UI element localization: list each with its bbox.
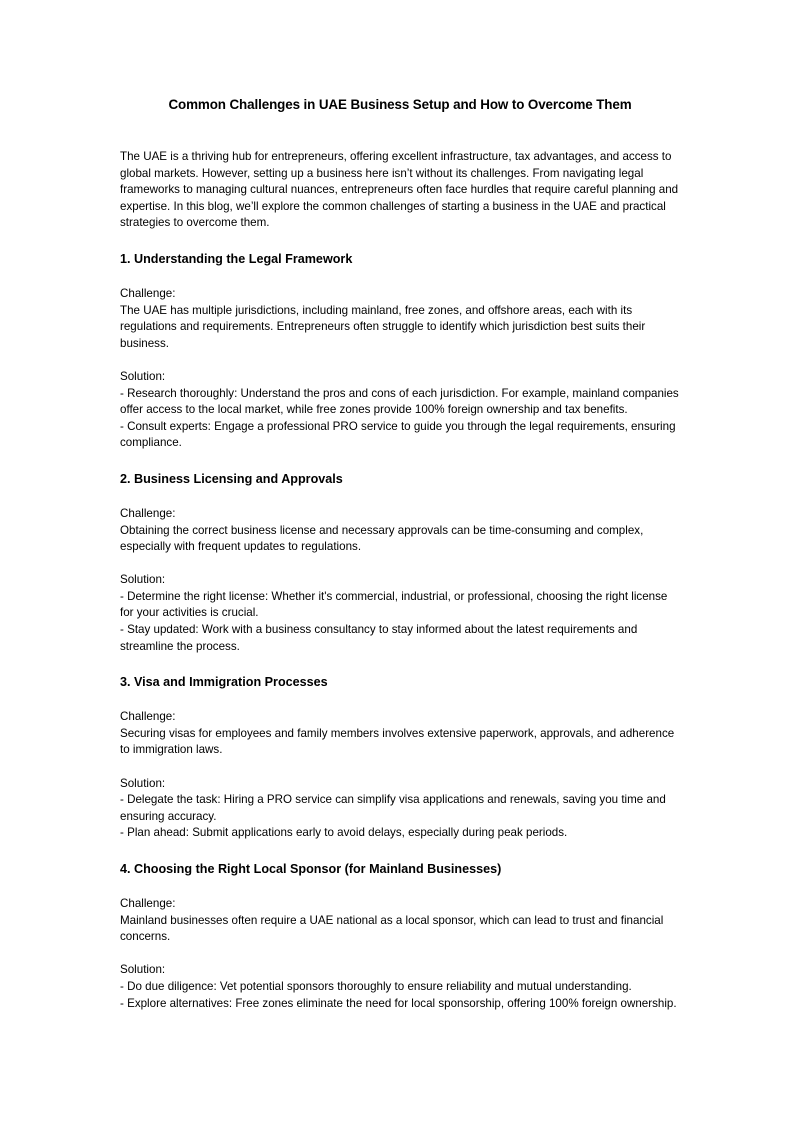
document-title: Common Challenges in UAE Business Setup and How to Overcome Them	[168, 97, 632, 112]
solution-item: - Determine the right license: Whether it's commercial, industrial, or professional, choosing the right license for your activities is crucial.	[120, 589, 668, 620]
challenge-label: Challenge:	[120, 897, 176, 910]
section-heading: 1. Understanding the Legal Framework	[120, 251, 353, 266]
challenge-label: Challenge:	[120, 286, 176, 300]
challenge-label: Challenge:	[120, 506, 176, 520]
solution-label: Solution:	[120, 963, 166, 977]
solution-item: - Research thoroughly: Understand the pros and cons of each jurisdiction. For example, mainland companies offer access to the local market, while free zones provide 100% foreign ownership and tax benefits.	[120, 386, 679, 417]
section-heading: 2. Business Licensing and Approvals	[120, 471, 343, 486]
challenge-text: Mainland businesses often require a UAE national as a local sponsor, which can lead to trust and financial concerns.	[120, 913, 664, 944]
intro-paragraph: The UAE is a thriving hub for entrepreneurs, offering excellent infrastructure, tax advantages, and access to global markets. However, setting up a business here isn’t without its challenges. From navigating legal frameworks to managing cultural nuances, entrepreneurs often face hurdles that require careful planning and expertise. In this blog, we’ll explore the common challenges of starting a business in the UAE and practical strategies to overcome them.	[120, 150, 679, 230]
challenge-text: The UAE has multiple jurisdictions, including mainland, free zones, and offshore areas, each with its regulations and requirements. Entrepreneurs often struggle to identify which jurisdiction best suits their business.	[120, 303, 646, 350]
section-heading: 4. Choosing the Right Local Sponsor (for Mainland Businesses)	[120, 862, 502, 876]
solution-label: Solution:	[120, 776, 166, 790]
solution-list	[120, 386, 680, 452]
solution-item: - Do due diligence: Vet potential sponsors thoroughly to ensure reliability and mutual understanding.	[120, 979, 632, 993]
solution-item: - Plan ahead: Submit applications early to avoid delays, especially during peak periods.	[120, 826, 568, 840]
solution-label: Solution:	[120, 369, 166, 383]
solution-item: - Stay updated: Work with a business consultancy to stay informed about the latest requirements and streamline the process.	[120, 623, 638, 653]
solution-item: - Delegate the task: Hiring a PRO service can simplify visa applications and renewals, saving you time and ensuring accuracy.	[120, 793, 666, 823]
section-legal-framework	[120, 251, 680, 452]
solution-label: Solution:	[120, 573, 166, 587]
document-page	[120, 96, 680, 1012]
solution-item: - Explore alternatives: Free zones eliminate the need for local sponsorship, offering 100% foreign ownership.	[120, 996, 677, 1010]
solution-list	[120, 589, 680, 655]
challenge-label: Challenge:	[120, 710, 176, 724]
solution-item: - Consult experts: Engage a professional PRO service to guide you through the legal requirements, ensuring compliance.	[120, 419, 676, 450]
section-heading: 3. Visa and Immigration Processes	[120, 675, 328, 690]
section-licensing	[120, 471, 680, 655]
section-local-sponsor	[120, 861, 680, 1012]
challenge-text: Securing visas for employees and family members involves extensive paperwork, approvals, and adherence to immigration laws.	[120, 726, 675, 757]
section-visa-immigration	[120, 674, 680, 842]
challenge-text: Obtaining the correct business license and necessary approvals can be time-consuming and complex, especially with frequent updates to regulations.	[120, 523, 644, 554]
solution-list	[120, 792, 680, 842]
solution-list	[120, 979, 680, 1012]
